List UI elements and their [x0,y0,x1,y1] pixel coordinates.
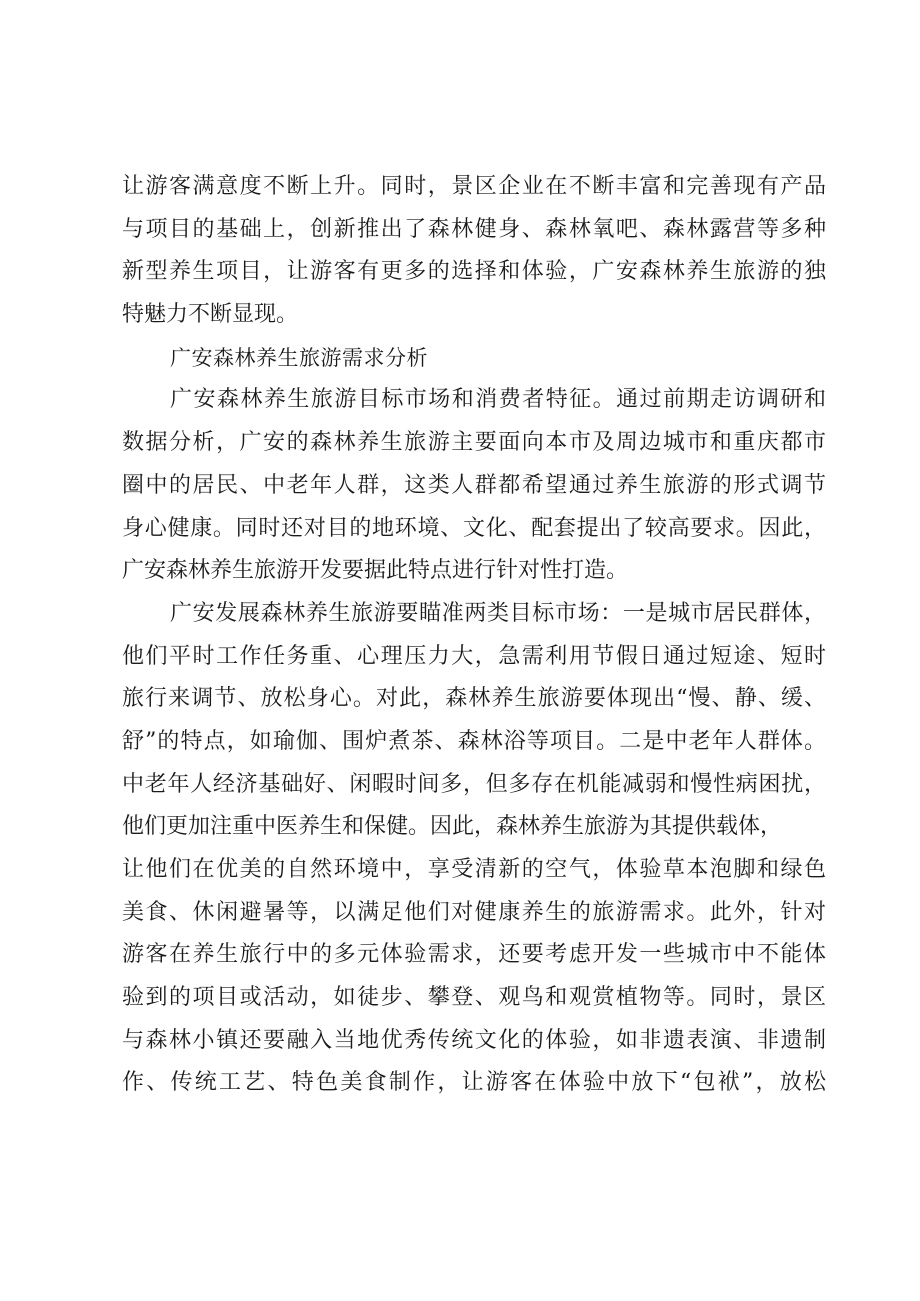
paragraph-line: 圈中的居民、中老年人群，这类人群都希望通过养生旅游的形式调节 [122,472,826,498]
paragraph-line: 让他们在优美的自然环境中，享受清新的空气，体验草本泡脚和绿色 [122,857,826,882]
paragraph-line: 与项目的基础上，创新推出了森林健身、森林氧吧、森林露营等多种 [122,216,826,242]
paragraph-line: 新型养生项目，让游客有更多的选择和体验，广安森林养生旅游的独 [122,259,826,285]
paragraph-line: 他们平时工作任务重、心理压力大，急需利用节假日通过短途、短时 [122,643,826,669]
paragraph-line: 身心健康。同时还对目的地环境、文化、配套提出了较高要求。因此， [122,515,826,541]
paragraph-line: 游客在养生旅行中的多元体验需求，还要考虑开发一些城市中不能体 [122,942,826,968]
paragraph-line: 特魅力不断显现。 [122,302,299,328]
paragraph-line: 让游客满意度不断上升。同时，景区企业在不断丰富和完善现有产品 [122,174,826,199]
paragraph-line: 广安森林养生旅游目标市场和消费者特征。通过前期走访调研和 [170,387,826,413]
body-text [122,166,826,1105]
paragraph-line: 他们更加注重中医养生和保健。因此，森林养生旅游为其提供载体， [122,814,783,840]
paragraph-line: 美食、休闲避暑等，以满足他们对健康养生的旅游需求。此外，针对 [122,899,826,925]
paragraph-line: 中老年人经济基础好、闲暇时间多，但多存在机能减弱和慢性病困扰， [122,771,826,797]
paragraph-line: 与森林小镇还要融入当地优秀传统文化的体验，如非遗表演、非遗制 [122,1027,826,1053]
paragraph-line: 广安森林养生旅游开发要据此特点进行针对性打造。 [122,558,629,584]
paragraph-line: 旅行来调节、放松身心。对此，森林养生旅游要体现出“慢、静、缓、 [122,686,826,712]
paragraph-line: 数据分析，广安的森林养生旅游主要面向本市及周边城市和重庆都市 [122,430,826,456]
section-heading: 广安森林养生旅游需求分析 [170,345,428,370]
paragraph-line: 舒”的特点，如瑜伽、围炉煮茶、森林浴等项目。二是中老年人群体。 [122,728,826,754]
paragraph-line: 作、传统工艺、特色美食制作，让游客在体验中放下“包袱”，放松 [122,1070,826,1096]
paragraph-line: 验到的项目或活动，如徒步、攀登、观鸟和观赏植物等。同时，景区 [122,985,826,1011]
paragraph-line: 广安发展森林养生旅游要瞄准两类目标市场：一是城市居民群体， [170,600,826,626]
